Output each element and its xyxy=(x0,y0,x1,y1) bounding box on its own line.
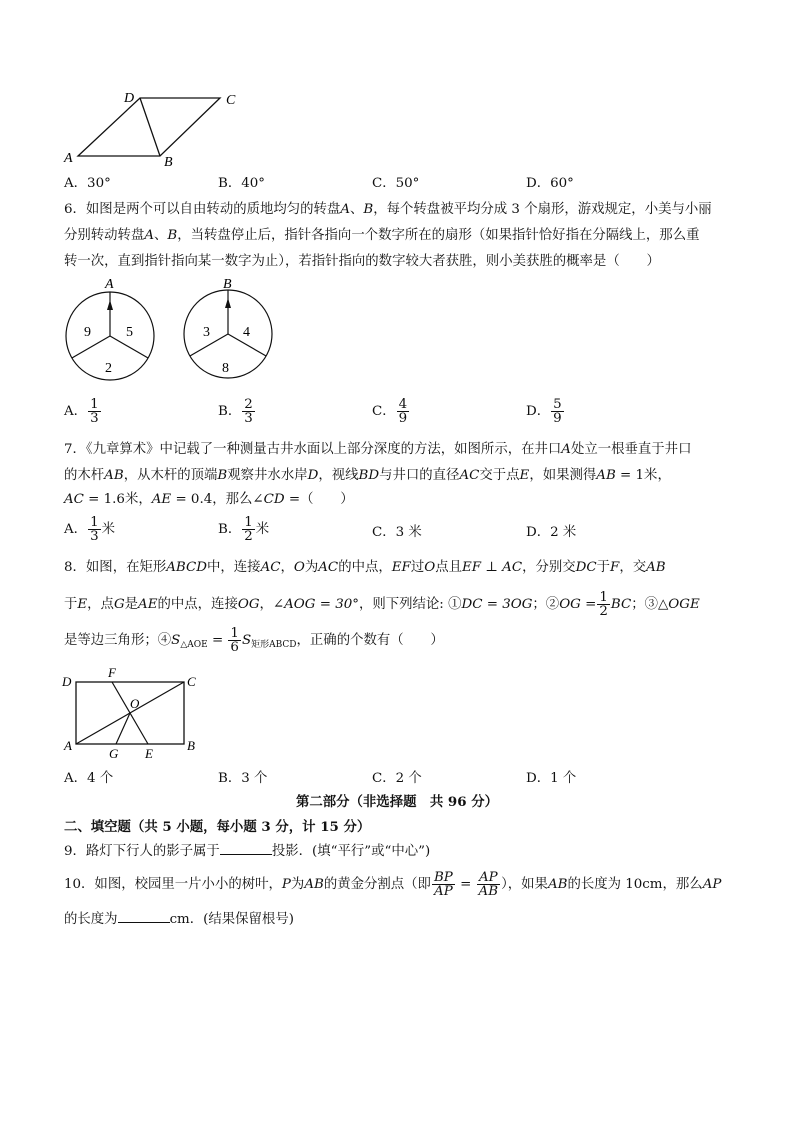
q5-option-c[interactable]: C．50° xyxy=(372,176,420,191)
q5-option-a[interactable]: A．30° xyxy=(64,176,111,191)
q8-line-2: 于E，点G是AE的中点，连接OG，∠AOG = 30°，则下列结论: ①DC = 3OG；②OG = $\frac{1}{2}$ BC；③△OGE xyxy=(64,590,700,619)
q6-line-2: 分别转动转盘A、B，当转盘停止后，指针各指向一个数字所在的扇形（如果指针恰好指在分隔线上，那么重 xyxy=(64,228,700,243)
q9-text: 9．路灯下行人的影子属于 投影．(填“平行”或“中心”) xyxy=(64,844,431,859)
q10-line-1: 10．如图，校园里一片小小的树叶，P为AB的黄金分割点（即 $\frac{BP}{AP}$ = $\frac{AP}{AB}$ ），如果AB的长度为 10cm，那么AP xyxy=(64,870,722,899)
q6-line-3: 转一次，直到指针指向某一数字为止），若指针指向的数字较大者获胜，则小美获胜的概率是（ ） xyxy=(64,254,660,269)
q7-options xyxy=(64,516,704,552)
section-two-title: 二、填空题（共 5 小题，每小题 3 分，计 15 分） xyxy=(64,819,371,835)
q8-option-d[interactable]: D．1 个 xyxy=(526,771,577,786)
rect-label-d: D xyxy=(62,674,72,689)
spinner-a-sector-3: 2 xyxy=(105,361,112,376)
q7-line-2: 的木杆AB，从木杆的顶端B观察井水水岸D，视线BD与井口的直径AC交于点E，如果测得AB = 1米， xyxy=(64,468,671,483)
q8-option-c[interactable]: C．2 个 xyxy=(372,771,422,786)
rect-label-g: G xyxy=(109,746,119,761)
q7-option-b[interactable]: B． $\frac{1}{2}$ 米 xyxy=(218,515,270,544)
rectangle-figure xyxy=(60,664,210,764)
spinner-a-sector-1: 9 xyxy=(84,325,91,340)
q10-answer-blank[interactable] xyxy=(118,910,170,923)
spinner-a-label: A xyxy=(105,277,114,292)
rect-label-a: A xyxy=(64,738,72,753)
part-two-title: 第二部分（非选择题 共 96 分） xyxy=(295,794,499,810)
q8-line-3: 是等边三角形；$④S_{\triangle AOE}$ = $\frac{1}{6}$ $S_{矩形ABCD}$，正确的个数有（ ） xyxy=(64,626,444,655)
q6-option-a[interactable]: A． $\frac{1}{3}$ xyxy=(64,397,99,426)
rect-label-b: B xyxy=(187,738,195,753)
q7-line-1: 7．《九章算术》中记载了一种测量古井水面以上部分深度的方法，如图所示，在井口A处立一根垂直于井口 xyxy=(64,442,692,457)
q7-line-3: AC = 1.6米，AE = 0.4，那么∠CD =（ ） xyxy=(64,492,354,507)
q6-option-d[interactable]: D． $\frac{5}{9}$ xyxy=(526,397,562,426)
rect-label-e: E xyxy=(145,746,153,761)
q8-line-1: 8．如图，在矩形ABCD中，连接AC，O为AC的中点，EF过O点且EF ⊥ AC，分别交DC于F，交AB xyxy=(64,560,666,575)
q8-option-a[interactable]: A．4 个 xyxy=(64,771,114,786)
rect-label-c: C xyxy=(187,674,196,689)
q9-answer-blank[interactable] xyxy=(220,842,272,855)
rect-label-f: F xyxy=(108,665,116,680)
parallelogram-figure xyxy=(60,86,260,172)
q8-option-b[interactable]: B．3 个 xyxy=(218,771,268,786)
q10-line-2: 的长度为 cm．(结果保留根号) xyxy=(64,912,294,927)
rect-label-o: O xyxy=(130,696,140,711)
spinner-b-label: B xyxy=(223,277,232,292)
q7-option-a[interactable]: A． $\frac{1}{3}$ 米 xyxy=(64,515,115,544)
q5-option-b[interactable]: B．40° xyxy=(218,176,265,191)
spinner-b-sector-3: 8 xyxy=(222,361,229,376)
q6-options xyxy=(64,398,704,434)
q5-options xyxy=(64,173,704,201)
spinner-b-sector-1: 3 xyxy=(203,325,210,340)
label-b: B xyxy=(164,155,173,170)
q6-option-c[interactable]: C． $\frac{4}{9}$ xyxy=(372,397,408,426)
label-a: A xyxy=(64,151,73,166)
spinner-a-sector-2: 5 xyxy=(126,325,133,340)
q7-option-d[interactable]: D．2 米 xyxy=(526,525,577,540)
q6-line-1: 6．如图是两个可以自由转动的质地均匀的转盘A、B，每个转盘被平均分成 3 个扇形，游戏规定，小美与小丽 xyxy=(64,202,712,217)
label-d: D xyxy=(124,91,135,106)
q5-option-d[interactable]: D．60° xyxy=(526,176,574,191)
spinners-figure xyxy=(60,276,280,386)
label-c: C xyxy=(226,93,236,108)
q7-option-c[interactable]: C．3 米 xyxy=(372,525,422,540)
spinner-b-sector-2: 4 xyxy=(243,325,250,340)
q6-option-b[interactable]: B． $\frac{2}{3}$ xyxy=(218,397,253,426)
